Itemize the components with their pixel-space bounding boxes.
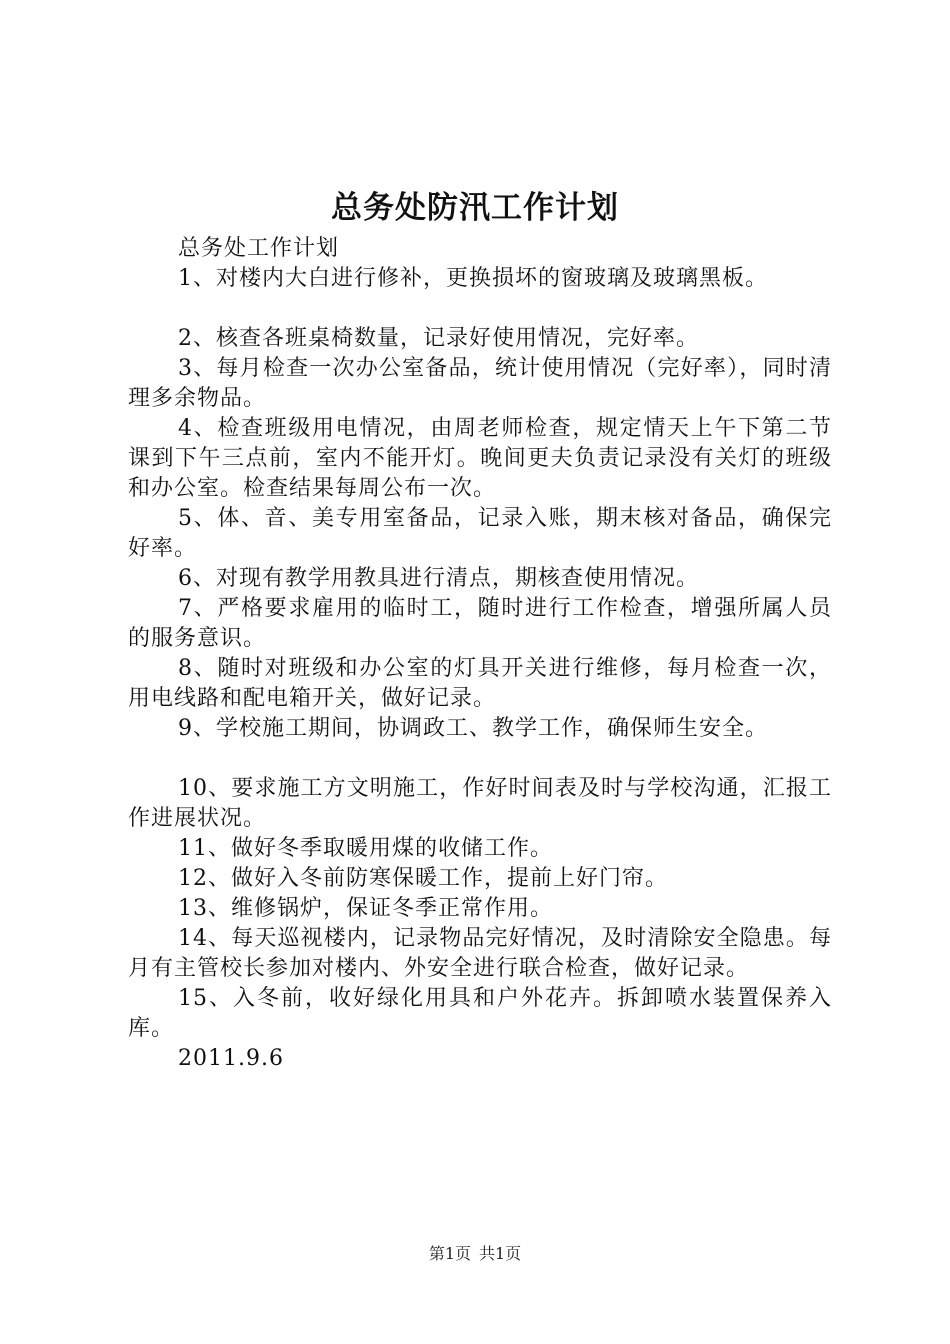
plan-item-6: 6、对现有教学用教具进行清点，期核查使用情况。 <box>178 566 699 591</box>
plan-item-15: 15、入冬前，收好绿化用具和户外花卉。拆卸喷水装置保养入库。 <box>128 986 832 1041</box>
plan-item-4: 4、检查班级用电情况，由周老师检查，规定情天上午下第二节课到下午三点前，室内不能开灯。晚间更夫负责记录没有关灯的班级和办公室。检查结果每周公布一次。 <box>128 416 832 501</box>
plan-item-9: 9、学校施工期间，协调政工、教学工作，确保师生安全。 <box>178 716 768 741</box>
plan-item-11: 11、做好冬季取暖用煤的收储工作。 <box>178 836 553 861</box>
page-total: 共1页 <box>479 1244 522 1263</box>
document-body <box>128 234 832 1074</box>
plan-item-8: 8、随时对班级和办公室的灯具开关进行维修，每月检查一次，用电线路和配电箱开关，做好记录。 <box>128 656 832 711</box>
plan-item-7: 7、严格要求雇用的临时工，随时进行工作检查，增强所属人员的服务意识。 <box>128 596 832 651</box>
document-title: 总务处防汛工作计划 <box>331 190 619 226</box>
plan-item-10: 10、要求施工方文明施工，作好时间表及时与学校沟通，汇报工作进展状况。 <box>128 776 832 831</box>
document-subtitle: 总务处工作计划 <box>178 236 340 261</box>
page-number: 第1页 <box>428 1244 471 1263</box>
page-footer <box>0 1243 950 1265</box>
plan-item-5: 5、体、音、美专用室备品，记录入账，期末核对备品，确保完好率。 <box>128 506 832 561</box>
plan-item-12: 12、做好入冬前防寒保暖工作，提前上好门帘。 <box>178 866 668 891</box>
plan-item-14: 14、每天巡视楼内，记录物品完好情况，及时清除安全隐患。每月有主管校长参加对楼内、外安全进行联合检查，做好记录。 <box>128 926 832 981</box>
plan-item-13: 13、维修锅炉，保证冬季正常作用。 <box>178 896 553 921</box>
document-date: 2011.9.6 <box>178 1046 284 1071</box>
plan-item-2: 2、核查各班桌椅数量，记录好使用情况，完好率。 <box>178 326 699 351</box>
plan-item-3: 3、每月检查一次办公室备品，统计使用情况（完好率），同时清理多余物品。 <box>128 356 832 411</box>
plan-item-1: 1、对楼内大白进行修补，更换损坏的窗玻璃及玻璃黑板。 <box>178 266 768 291</box>
